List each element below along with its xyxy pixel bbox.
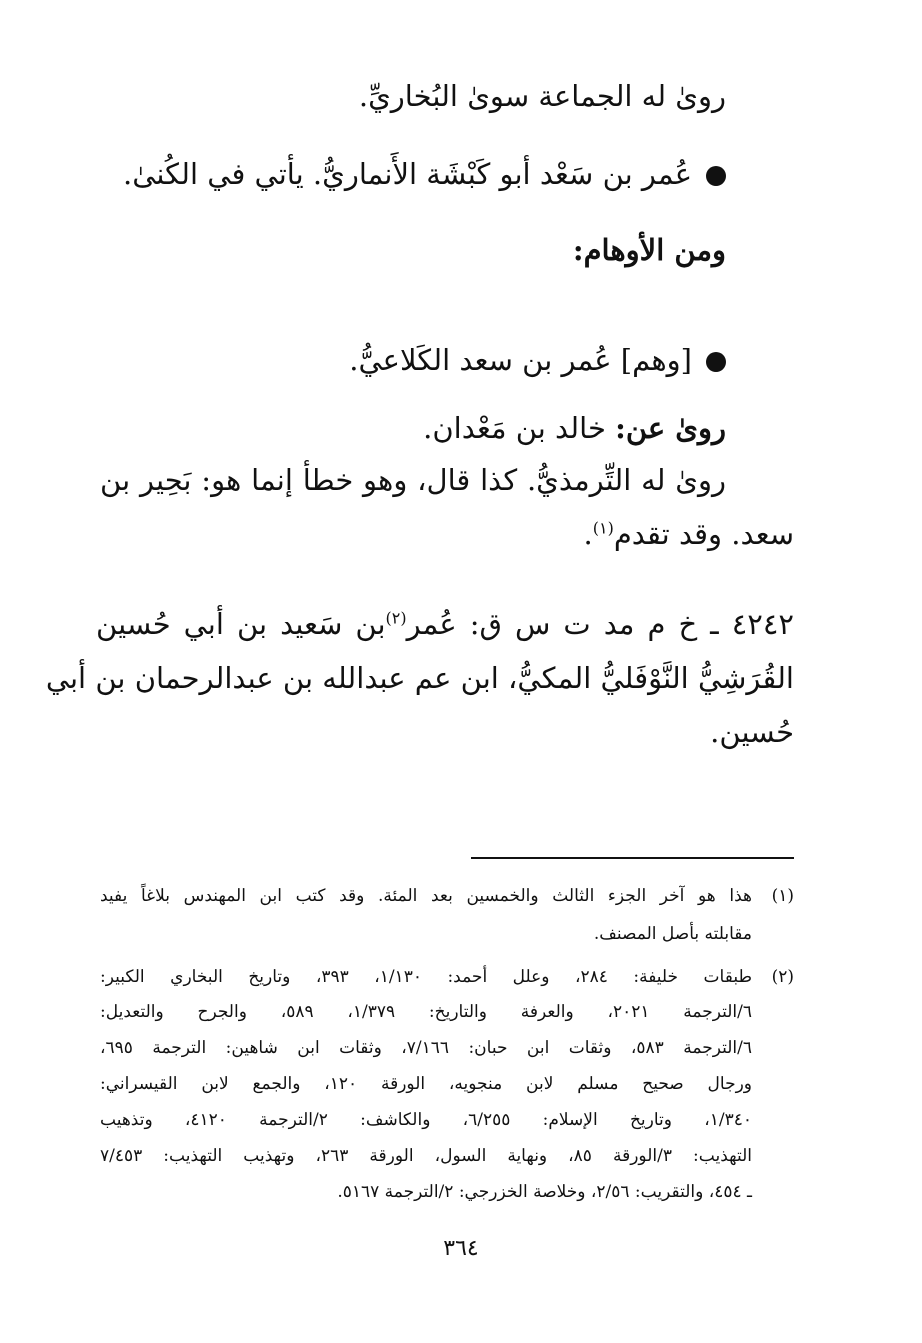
footnote-line: ٦/الترجمة ٥٨٣، وثقات ابن حبان: ٧/١٦٦، وثقات ابن شاهين: الترجمة ٦٩٥، [100,1038,752,1058]
entry-kalai [349,340,726,380]
footnote-line: ١/٣٤٠، وتاريخ الإسلام: ٦/٢٥٥، والكاشف: ٢/الترجمة ٤١٢٠، وتذهيب [100,1110,752,1130]
entry-text: بن سَعيد بن أبي حُسين [96,607,386,641]
rawa-an-label: روىٰ عن: [615,411,726,445]
footnote-ref: (١) [592,518,614,538]
rawa-an-line [423,408,726,448]
entry-4242-line1 [96,604,794,644]
footnote-line: ـ ٤٥٤، والتقريب: ٢/٥٦، وخلاصة الخزرجي: ٢/الترجمة ٥١٦٧. [337,1182,752,1202]
bullet-icon [706,352,726,372]
page-number: ٣٦٤ [443,1236,479,1261]
entry-text: [وهم] عُمر بن سعد الكَلاعيُّ. [349,343,692,377]
text-line: روىٰ له الجماعة سوىٰ البُخاريِّ. [358,79,726,113]
footnote-ref: (٢) [385,608,407,628]
awham-heading: ومن الأوهام: [572,233,726,267]
footnote-line: ٦/الترجمة ٢٠٢١، والعرفة والتاريخ: ١/٣٧٩، ٥٨٩، والجرح والتعديل: [100,1002,752,1022]
rawa-an-value: خالد بن مَعْدان. [423,411,606,445]
entry-4242-line3: حُسين. [710,715,794,749]
text-span: سعد. وقد تقدم [613,517,794,551]
entry-number: ٤٢٤٢ ـ خ م مد ت س ق: عُمر [406,607,794,641]
footnote-divider [471,857,794,859]
entry-kabsha [123,154,726,194]
footnote-number: (٢) [771,967,794,987]
bullet-icon [706,166,726,186]
footnote-line: مقابلته بأصل المصنف. [593,924,752,944]
footnote-line: هذا هو آخر الجزء الثالث والخمسين بعد المئة. وقد كتب ابن المهندس بلاغاً يفيد [100,886,752,906]
entry-4242-line2: القُرَشِيُّ النَّوْفَليُّ المكيُّ، ابن عم عبدالله بن عبدالرحمان بن أبي [45,661,794,695]
period: . [583,517,593,551]
footnote-line: التهذيب: ٣/الورقة ٨٥، ونهاية السول، الورقة ٢٦٣، وتهذيب التهذيب: ٧/٤٥٣ [100,1146,752,1166]
footnote-line: طبقات خليفة: ٢٨٤، وعلل أحمد: ١/١٣٠، ٣٩٣، وتاريخ البخاري الكبير: [100,967,752,987]
footnote-line: ورجال صحيح مسلم لابن منجويه، الورقة ١٢٠، والجمع لابن القيسراني: [100,1074,753,1094]
text-line [584,514,795,554]
entry-text: عُمر بن سَعْد أبو كَبْشَة الأَنماريُّ. يأتي في الكُنىٰ. [123,157,692,191]
footnote-number: (١) [771,886,794,906]
text-line: روىٰ له التِّرمذيُّ. كذا قال، وهو خطأ إنما هو: بَحِير بن [100,463,726,497]
